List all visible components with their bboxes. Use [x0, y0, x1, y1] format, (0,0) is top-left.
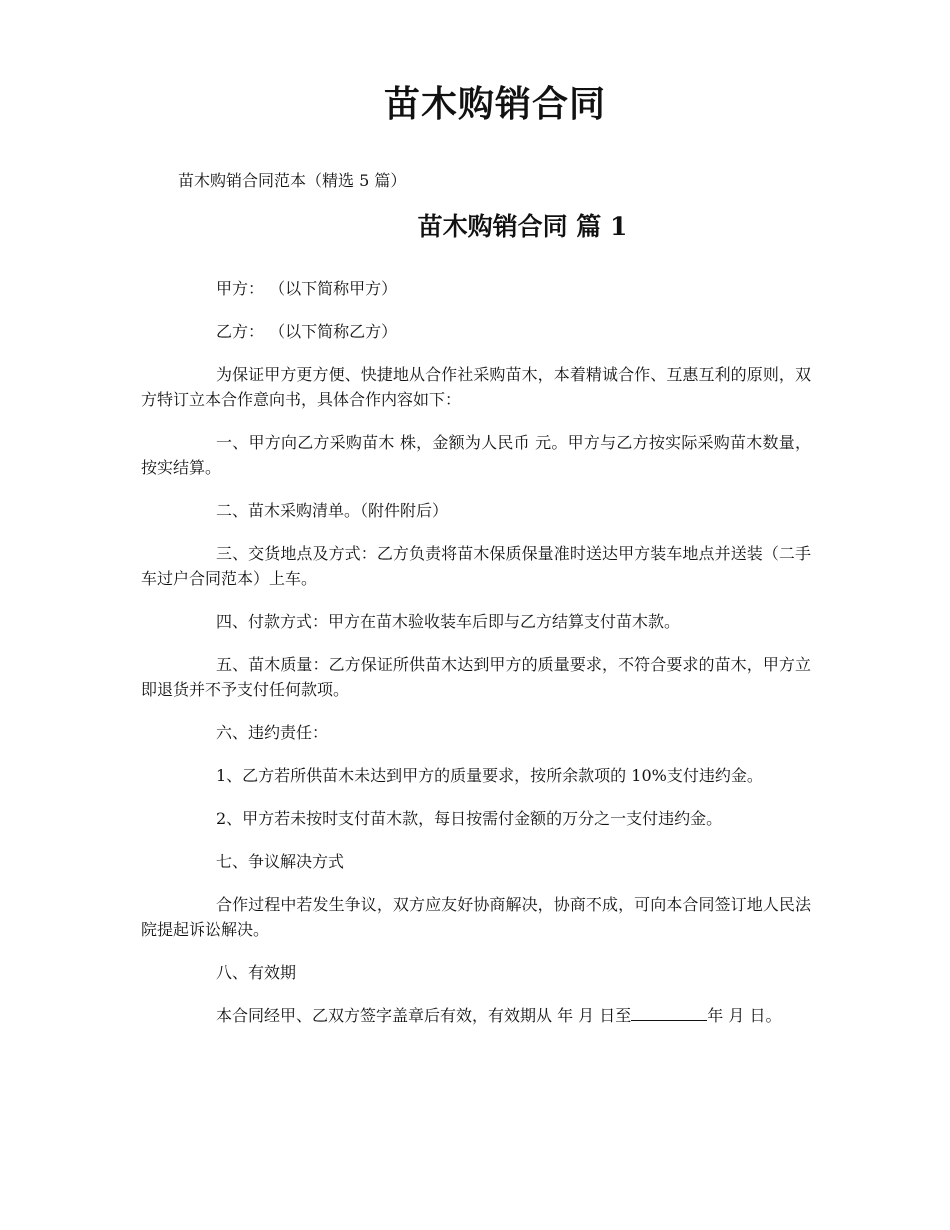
- date-blank-line: [631, 1003, 707, 1021]
- validity-text-start: 本合同经甲、乙双方签字盖章后有效，有效期从 年 月 日至: [216, 1006, 632, 1025]
- clause-7-body: 合作过程中若发生争议，双方应友好协商解决，协商不成，可向本合同签订地人民法院提起诉讼解决。: [141, 895, 811, 939]
- document-subtitle: 苗木购销合同范本（精选 5 篇）: [178, 171, 407, 190]
- party-a-line: 甲方： （以下简称甲方）: [216, 279, 398, 298]
- clause-7-heading: 七、争议解决方式: [216, 852, 345, 871]
- validity-text-end: 年 月 日。: [707, 1006, 782, 1025]
- contract-body: [141, 276, 811, 1046]
- clause-1: 一、甲方向乙方采购苗木 株，金额为人民币 元。甲方与乙方按实际采购苗木数量，按实结算。: [141, 433, 811, 477]
- clause-6-heading: 六、违约责任：: [216, 723, 329, 742]
- clause-6-item-2: 2、甲方若未按时支付苗木款，每日按需付金额的万分之一支付违约金。: [216, 809, 723, 828]
- section-title: 苗木购销合同 篇 1: [417, 212, 628, 241]
- clause-2: 二、苗木采购清单。（附件附后）: [216, 501, 449, 520]
- clause-8-heading: 八、有效期: [216, 963, 297, 982]
- clause-3: 三、交货地点及方式：乙方负责将苗木保质保量准时送达甲方装车地点并送装（二手车过户合同范本）上车。: [141, 544, 811, 588]
- validity-paragraph: [141, 1003, 811, 1028]
- clause-5: 五、苗木质量：乙方保证所供苗木达到甲方的质量要求，不符合要求的苗木，甲方立即退货并不予支付任何款项。: [141, 655, 811, 699]
- intro-paragraph: 为保证甲方更方便、快捷地从合作社采购苗木，本着精诚合作、互惠互利的原则，双方特订立本合作意向书，具体合作内容如下：: [141, 365, 811, 409]
- document-title: 苗木购销合同: [383, 84, 606, 125]
- party-b-line: 乙方： （以下简称乙方）: [216, 322, 398, 341]
- clause-4: 四、付款方式：甲方在苗木验收装车后即与乙方结算支付苗木款。: [216, 612, 681, 631]
- clause-6-item-1: 1、乙方若所供苗木未达到甲方的质量要求，按所余款项的 10%支付违约金。: [216, 766, 763, 785]
